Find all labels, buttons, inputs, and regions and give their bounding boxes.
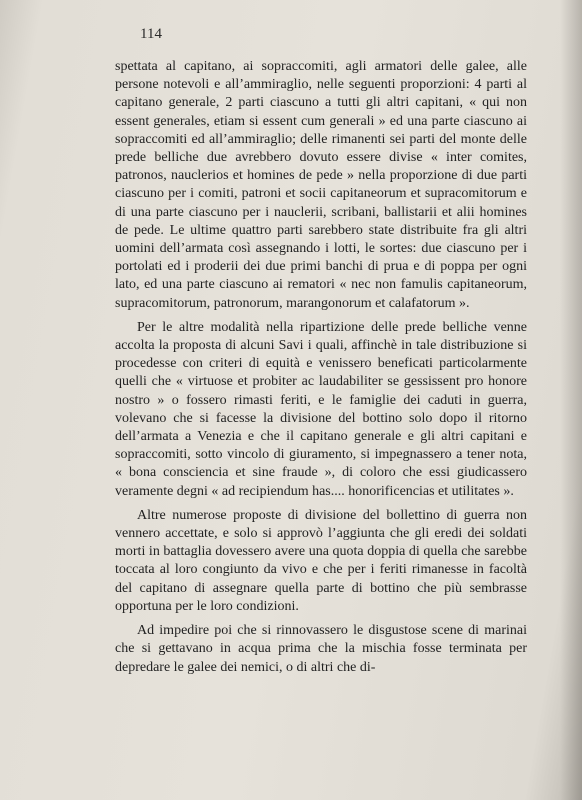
page-number: 114 bbox=[140, 26, 162, 42]
page-edge-shadow bbox=[560, 0, 582, 800]
body-text bbox=[115, 58, 527, 677]
paragraph-4: Ad impedire poi che si rinnovassero le disgustose scene di marinai che si gettavano in acqua prima che la mischia fosse terminata per depredare le galee dei nemici, o di altri che di- bbox=[115, 623, 527, 675]
paragraph-3: Altre numerose proposte di divisione del bollettino di guerra non vennero accettate, e solo si approvò l’aggiunta che gli eredi dei soldati morti in battaglia dovessero avere una quota doppia di quella che sarebbe toccata al loro congiunto da vivo e che per i feriti rimanesse in facoltà del capitano di assegnare quella parte di bottino che più sembrasse opportuna per le loro condizioni. bbox=[115, 507, 527, 614]
paragraph-1: spettata al capitano, ai sopraccomiti, agli armatori delle galee, alle persone notevoli e all’ammiraglio, nelle seguenti proporzioni: 4 parti al capitano generale, 2 parti ciascuno a tutti gli altri capitani, « qui non essent generales, etiam si essent cum generali » ed una parte ciascuno ai sopraccomiti ed all’ammiraglio; delle rimanenti sei parti del monte delle prede belliche due avrebbero dovuto essere divise « inter comites, patronos, nauclerios et homines de pede » nella proporzione di due parti ciascuno per i comiti, patroni et socii capitaneorum et supracomitorum e di una parte ciascuno per i nauclerii, scribani, ballistarii et alii homines de pede. Le ultime quattro parti sarebbero state distribuite fra gli altri uomini dell’armata così assegnando i lotti, le sortes: due ciascuno per i portolati ed i proderii dei due primi banchi di prua e di poppa per ogni lato, ed una parte ciascuno ai rematori « nec non famulis capitaneorum, supracomitorum, patronorum, marangonorum et calafatorum ». bbox=[115, 59, 527, 311]
paragraph-2: Per le altre modalità nella ripartizione delle prede belliche venne accolta la proposta di alcuni Savi i quali, affinchè in tale distribuzione si procedesse con criteri di equità e venissero beneficati particolarmente quelli che « virtuose et probiter ac laudabiliter se gessissent pro honore nostro » o fossero rimasti feriti, e le famiglie dei caduti in guerra, volevano che si facesse la divisione del bottino solo dopo il ritorno dell’armata a Venezia e che il capitano generale e gli altri capitani e sopraccomiti, sotto vincolo di giuramento, si impegnassero a tener nota, « bona consciencia et sine fraude », di coloro che essi giudicassero veramente degni « ad recipiendum has.... honorificencias et utilitates ». bbox=[115, 319, 527, 499]
